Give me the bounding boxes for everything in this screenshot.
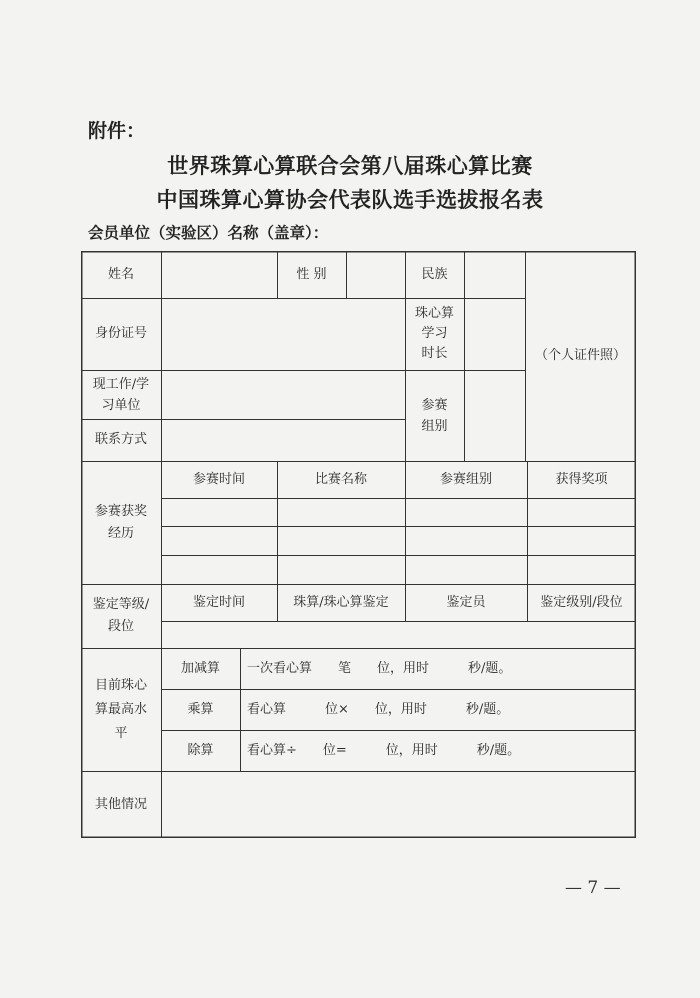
other-label: 其他情况 [94, 796, 147, 812]
level-text-addsub[interactable]: 一次看心算 笔 位，用时 秒/题。 [247, 660, 512, 676]
ethnicity-input[interactable] [465, 252, 525, 298]
grade-label: 鉴定等级/ 段位 [92, 597, 150, 634]
id-number-input[interactable] [162, 299, 405, 370]
level-op-multiply: 乘算 [187, 701, 214, 717]
level-op-divide: 除算 [187, 742, 214, 758]
page-number: — 7 — [565, 878, 621, 898]
awards-header-prize: 获得奖项 [555, 471, 608, 487]
grade-header-level: 鉴定级别/段位 [540, 594, 623, 610]
name-input[interactable] [162, 252, 277, 298]
awards-header-time: 参赛时间 [192, 471, 245, 487]
gender-input[interactable] [347, 252, 405, 298]
workplace-label: 现工作/学 习单位 [92, 376, 150, 413]
study-duration-label: 珠心算 学习 时长 [414, 306, 454, 361]
awards-entry-rows[interactable] [162, 499, 636, 584]
level-text-divide[interactable]: 看心算÷ 位= 位，用时 秒/题。 [247, 742, 521, 758]
level-op-addsub: 加减算 [180, 660, 220, 676]
ethnicity-label: 民族 [421, 266, 448, 282]
workplace-input[interactable] [162, 371, 405, 419]
current-level-label: 目前珠心 算最高水 平 [94, 677, 147, 741]
grade-header-type: 珠算/珠心算鉴定 [293, 594, 389, 610]
awards-label: 参赛获奖 经历 [94, 503, 147, 541]
grade-header-examiner: 鉴定员 [446, 594, 486, 610]
group-input[interactable] [465, 371, 525, 461]
study-duration-input[interactable] [465, 299, 525, 370]
grade-entry-row[interactable] [162, 622, 636, 648]
level-text-multiply[interactable]: 看心算 位× 位，用时 秒/题。 [247, 701, 510, 717]
form-title-line1: 世界珠算心算联合会第八届珠心算比赛 [167, 153, 533, 178]
form-title-line2: 中国珠算心算协会代表队选手选拔报名表 [156, 187, 544, 212]
name-label: 姓名 [107, 266, 134, 282]
registration-form [81, 251, 636, 838]
awards-header-group: 参赛组别 [439, 471, 492, 487]
contact-input[interactable] [162, 420, 405, 461]
grade-header-time: 鉴定时间 [192, 594, 245, 610]
contact-label: 联系方式 [94, 432, 147, 447]
gender-label: 性 别 [296, 266, 327, 282]
group-label: 参赛 组别 [421, 397, 448, 434]
other-input[interactable] [162, 772, 635, 837]
member-unit-label: 会员单位（实验区）名称（盖章）： [88, 223, 329, 242]
id-number-label: 身份证号 [94, 326, 147, 341]
id-photo-placeholder[interactable]: （个人证件照） [534, 348, 626, 363]
awards-header-competition: 比赛名称 [314, 471, 367, 487]
attachment-label: 附件： [88, 120, 146, 142]
